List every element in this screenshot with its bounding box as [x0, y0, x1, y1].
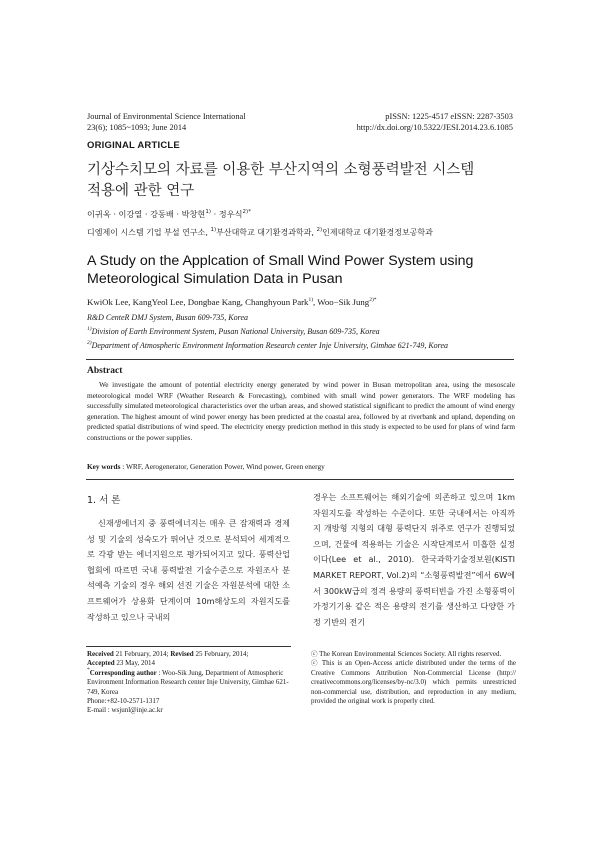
revised-date: 25 February, 2014; [195, 650, 249, 658]
body-column-right [313, 490, 515, 630]
affil-sup: 1) [87, 326, 92, 332]
copyright-text: The Korean Environmental Sciences Society. All rights reserved. [317, 650, 502, 658]
journal-ids [357, 111, 513, 133]
article-type: ORIGINAL ARTICLE [87, 140, 180, 151]
affil-sup: 1) [210, 227, 217, 233]
copyright-icon: ⓒ [311, 650, 318, 658]
korean-authors-last: · 정우식 [211, 209, 243, 219]
received-date: 21 February, 2014; [115, 650, 171, 658]
corresponding-author [87, 666, 292, 697]
accepted-line [87, 659, 292, 668]
phone: Phone:+82-10-2571-1317 [87, 697, 160, 706]
english-authors [87, 297, 377, 307]
affil-sup: 2) [316, 227, 323, 233]
corr-text: : Woo-Sik Jung, Department of Atmospheric Environment Information Research center Inje University, Gimhae 621-749, Korea [87, 668, 289, 696]
footnote-right [311, 650, 516, 706]
korean-title-line2: 적용에 관한 연구 [87, 183, 195, 199]
english-affil-2-text: Department of Atmospheric Environment Information Research center Inje University, Gimhae 621-749, Korea [91, 341, 449, 350]
accepted-label: Accepted [87, 659, 115, 668]
korean-affil-c: 인제대학교 대기환경정보공학과 [322, 228, 433, 237]
accepted-date: 23 May, 2014 [116, 659, 155, 668]
korean-affil-a: 디엠제이 시스템 기업 부설 연구소, [87, 228, 211, 237]
affil-sup: 2) [87, 340, 92, 346]
abstract-heading: Abstract [87, 366, 123, 376]
open-access-icon: ⓒ [311, 659, 319, 668]
open-access-text: This is an Open-Access article distributed under the terms of the Creative Commons Attribution Non-Commercial License (http:// creativecommons.org/licenses/by-nc/3.0) which permits unrestricted non-commercial use, distribution, and reproduction in any medium, provided the original work is properly cited. [311, 659, 516, 706]
issn: pISSN: 1225-4517 eISSN: 2287-3503 [385, 112, 513, 121]
keywords-text: : WRF, Aerogenerator, Generation Power, Wind power, Green energy [120, 462, 325, 471]
abstract-body: We investigate the amount of potential electricity energy generated by wind power in Busan metropolitan area, using the mesoscale meteorological model WRF (Weather Research & Forecasting), combined with small wind power generators. The WRF modeling has successfully simulated meteorological characteristics over the urban areas, and showed statistical significant to predict the amount of wind energy generation. The highest amount of wind power energy has been predicted at the coastal area, followed by at riverbank and upland, depending on predicted spatial distributions of wind speed. The electricity energy prediction method in this study is expected to be used for plans of wind farm constructions or the power supplies. [87, 380, 515, 442]
journal-name: Journal of Environmental Science International [87, 112, 246, 121]
email[interactable]: E-mail : wsjunl@inje.ac.kr [87, 706, 163, 715]
english-title: A Study on the Applcation of Small Wind Power System using Meteorological Simulation Data in Pusan [87, 253, 474, 287]
korean-affil-b: 부산대학교 대기환경과학과, [216, 228, 317, 237]
doi-link[interactable]: http://dx.doi.org/10.5322/JESI.2014.23.6.1085 [356, 123, 513, 132]
open-access-line [311, 659, 516, 706]
journal-info [87, 111, 246, 133]
english-affil-2 [87, 341, 448, 350]
volume-info: 23(6); 1085~1093; June 2014 [87, 123, 187, 132]
revised-label: Revised [170, 650, 194, 658]
author-sup: 1) [308, 297, 314, 303]
english-affil-0: R&D CenteR DMJ System, Busan 609-735, Korea [87, 313, 249, 322]
korean-title-line1: 기상수치모의 자료를 이용한 부산지역의 소형풍력발전 시스템 [87, 162, 475, 178]
footnote-divider [86, 646, 291, 647]
english-affil-1 [87, 327, 380, 336]
english-authors-text: KwiOk Lee, KangYeol Lee, Dongbae Kang, Changhyoun Park [87, 297, 309, 307]
korean-authors-text: 이귀옥 · 이강열 · 강동배 · 박창현 [87, 209, 206, 219]
korean-title [87, 160, 517, 202]
keywords-label: Key words [87, 462, 121, 471]
author-sup: 1) [205, 209, 211, 215]
divider [86, 359, 514, 360]
keywords [87, 462, 515, 471]
received-line [87, 650, 292, 659]
body-paragraph: 경우는 소프트웨어는 해외기술에 의존하고 있으며 1km자원지도를 작성하는 수준이다. 또한 국내에서는 아직까지 개방형 지형의 대형 풍력단지 위주로 연구가 진행되었으며, 건물에 적용하는 기술은 시작단계로서 미흡한 실정이다(Lee et al., 2010). 한국과학기술정보원(KISTI MARKET REPORT, Vol.2)의 “소형풍력발전”에서 6W에서 300kW급의 정격 용량의 풍력터빈을 가진 소형풍력이 가정기기용 같은 적은 용량의 전기를 생산하고 다양한 가정 기반의 전기 [313, 492, 515, 627]
section-heading: 1. 서 론 [87, 495, 121, 506]
body-column-left: 신재생에너지 중 풍력에너지는 매우 큰 잠재력과 경제성 및 기술의 성숙도가 뛰어난 것으로 분석되어 세계적으로 각광 받는 에너지원으로 평가되어지고 있다. 풍력산업협회에 따르면 국내 풍력발전 기술수준으로 자원조사 분석예측 기술의 경우 해외 선진 기술은 자원분석에 대한 소프트웨어가 상용화 단계이며 10m해상도의 자원지도를 작성하고 있으나 국내의 [87, 518, 290, 622]
received-label: Received [87, 650, 114, 658]
author-sup: 2)* [242, 209, 251, 215]
footnote-left [87, 650, 292, 716]
author-sup: 2)* [369, 297, 377, 303]
korean-authors [87, 209, 251, 220]
english-authors-last: , Woo−Sik Jung [313, 297, 370, 307]
divider [86, 479, 514, 480]
copyright-line [311, 650, 516, 659]
korean-affiliations [87, 227, 433, 238]
english-affil-1-text: Division of Earth Environment System, Pusan National University, Busan 609-735, Korea [91, 327, 380, 336]
corr-label: Corresponding author [89, 668, 157, 677]
corr-mark: * [87, 666, 90, 673]
